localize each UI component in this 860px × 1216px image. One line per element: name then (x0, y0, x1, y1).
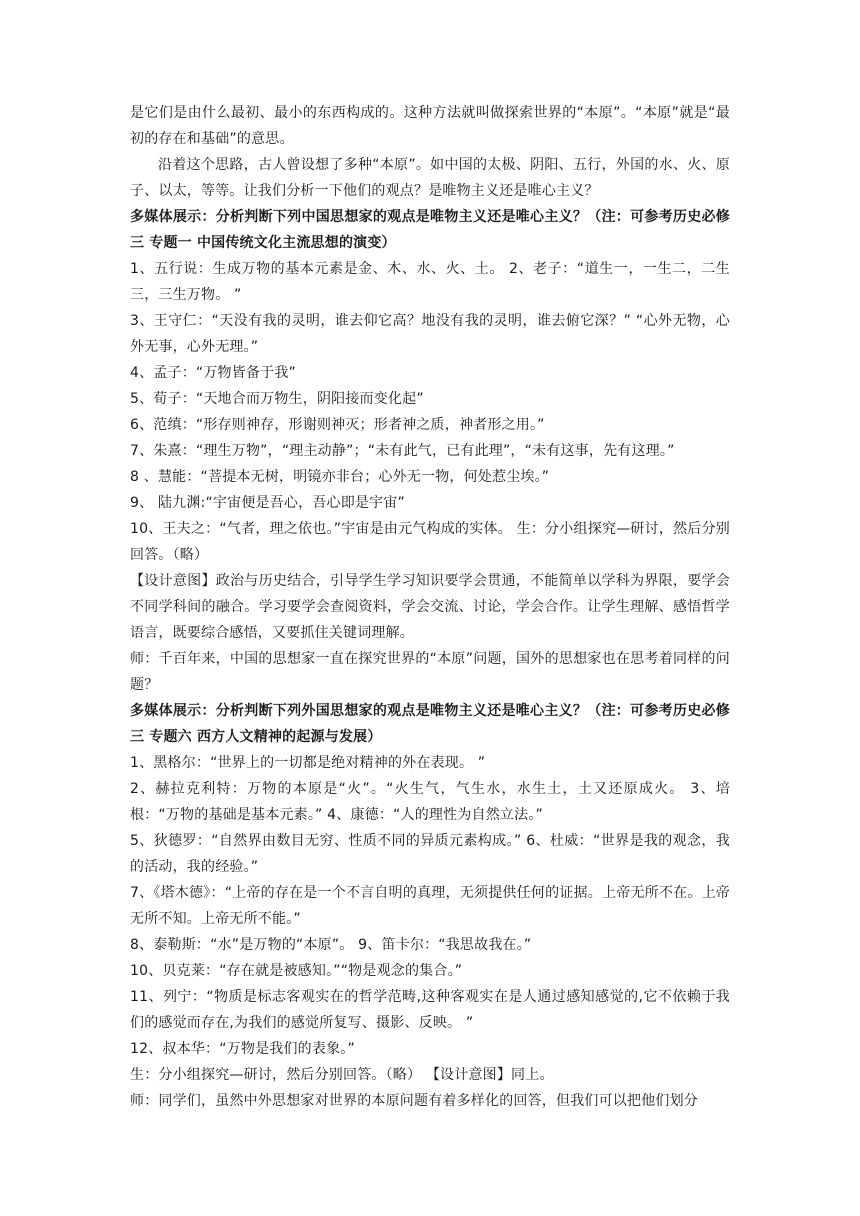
text-paragraph: 8 、慧能：“菩提本无树，明镜亦非台；心外无一物，何处惹尘埃。” (130, 469, 550, 485)
text-paragraph: 1、五行说：生成万物的基本元素是金、木、水、火、土。 2、老子：“道生一，一生二，二生三，三生万物。 ” (130, 261, 730, 303)
bold-heading-paragraph: 多媒体展示：分析判断下列外国思想家的观点是唯物主义还是唯心主义？（注：可参考历史必修三 专题六 西方人文精神的起源与发展） (130, 703, 730, 745)
text-paragraph: 11、列宁：“物质是标志客观实在的哲学范畴,这种客观实在是人通过感知感觉的,它不依赖于我们的感觉而存在,为我们的感觉所复写、摄影、反映。 ” (130, 989, 730, 1031)
text-paragraph: 【设计意图】政治与历史结合，引导学生学习知识要学会贯通，不能简单以学科为界限，要学会不同学科间的融合。学习要学会查阅资料，学会交流、讨论，学会合作。让学生理解、感悟哲学语言，既要综合感悟，又要抓住关键词理解。 (130, 573, 730, 641)
text-paragraph: 2、赫拉克利特：万物的本原是“火”。“火生气，气生水，水生土，土又还原成火。 3、培根：“万物的基础是基本元素。” 4、康德：“人的理性为自然立法。” (130, 781, 730, 823)
text-paragraph: 7、《塔木德》：“上帝的存在是一个不言自明的真理，无须提供任何的证据。上帝无所不在。上帝无所不知。上帝无所不能。” (130, 885, 730, 927)
text-paragraph: 师：同学们，虽然中外思想家对世界的本原问题有着多样化的回答，但我们可以把他们划分 (130, 1093, 698, 1109)
bold-heading-paragraph: 多媒体展示：分析判断下列中国思想家的观点是唯物主义还是唯心主义？（注：可参考历史必修三 专题一 中国传统文化主流思想的演变） (130, 209, 730, 251)
text-paragraph: 生：分小组探究—研讨，然后分别回答。（略） 【设计意图】同上。 (130, 1067, 554, 1083)
text-paragraph: 10、王夫之：“气者，理之依也。”宇宙是由元气构成的实体。 生：分小组探究—研讨，然后分别回答。（略） (130, 521, 730, 563)
text-paragraph: 3、王守仁：“天没有我的灵明，谁去仰它高？地没有我的灵明，谁去俯它深？” “心外无物，心外无事，心外无理。” (130, 313, 730, 355)
text-paragraph: 师：千百年来，中国的思想家一直在探究世界的“本原”问题，国外的思想家也在思考着同样的问题？ (130, 651, 730, 693)
text-paragraph: 9、 陆九渊:“宇宙便是吾心，吾心即是宇宙” (130, 495, 405, 511)
document-page (130, 100, 730, 1114)
text-paragraph: 10、贝克莱：“存在就是被感知。”“物是观念的集合。” (130, 963, 463, 979)
text-paragraph: 6、范缜：“形存则神存，形谢则神灭；形者神之质，神者形之用。” (130, 417, 545, 433)
text-paragraph: 5、狄德罗：“自然界由数目无穷、性质不同的异质元素构成。” 6、杜威：“世界是我的观念，我的活动，我的经验。” (130, 833, 730, 875)
text-paragraph: 8、泰勒斯：“水”是万物的“本原”。 9、笛卡尔：“我思故我在。” (130, 937, 532, 953)
text-paragraph: 沿着这个思路，古人曾设想了多种“本原”。如中国的太极、阴阳、五行，外国的水、火、原子、以太，等等。让我们分析一下他们的观点？是唯物主义还是唯心主义？ (130, 157, 730, 199)
text-paragraph: 5、荀子：“天地合而万物生，阴阳接而变化起” (130, 391, 424, 407)
text-paragraph: 1、黑格尔：“世界上的一切都是绝对精神的外在表现。 ” (130, 755, 486, 771)
text-paragraph: 4、孟子：“万物皆备于我” (130, 365, 297, 381)
text-paragraph: 是它们是由什么最初、最小的东西构成的。这种方法就叫做探索世界的“本原”。“本原”就是“最初的存在和基础”的意思。 (130, 105, 730, 147)
text-paragraph: 12、叔本华：“万物是我们的表象。” (130, 1041, 355, 1057)
text-paragraph: 7、朱熹：“理生万物”，“理主动静”；“未有此气，已有此理”，“未有这事，先有这理。” (130, 443, 675, 459)
